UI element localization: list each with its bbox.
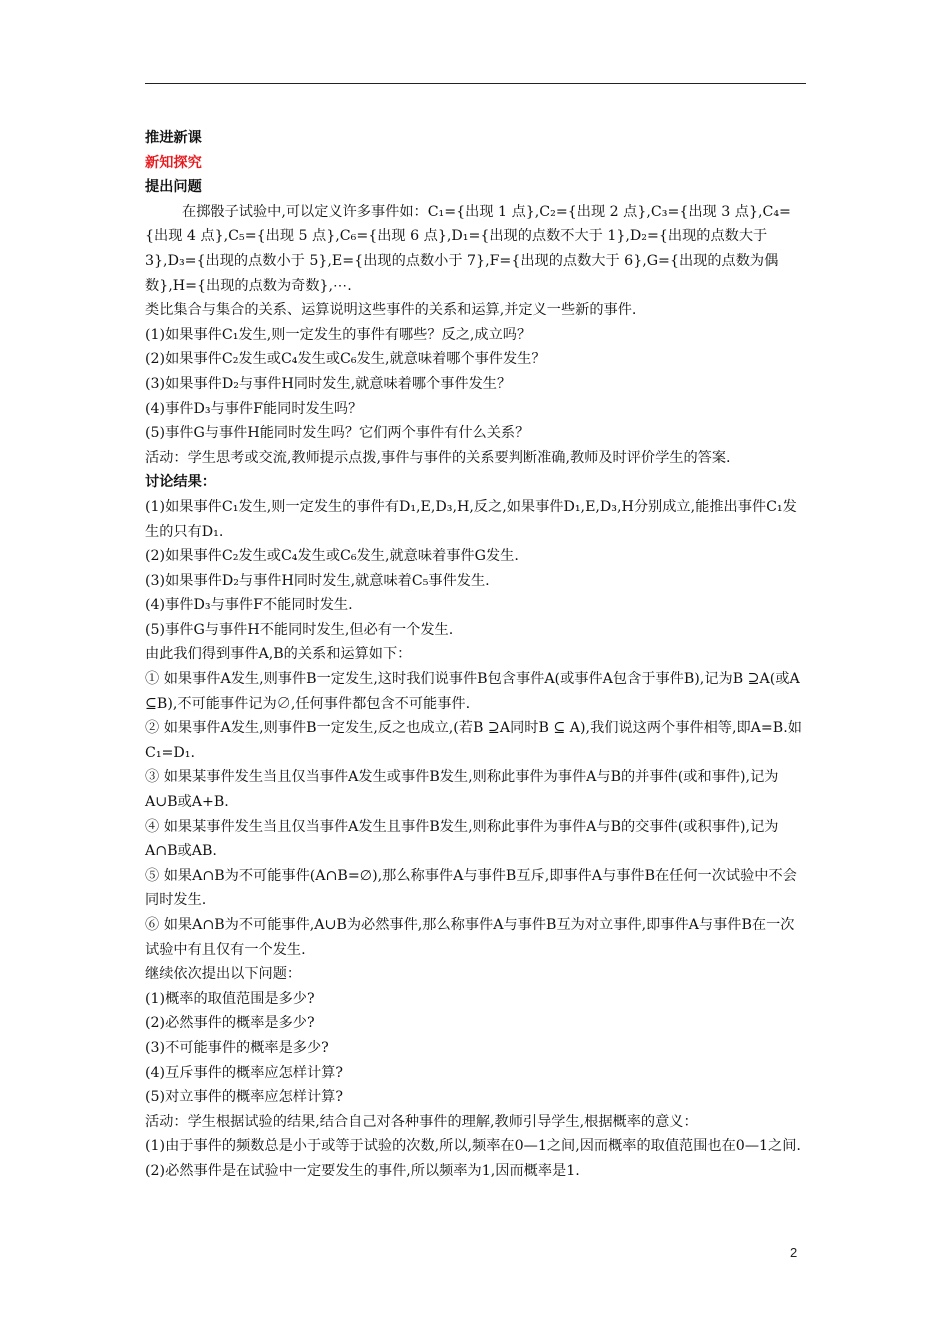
definition-item: ② 如果事件A发生,则事件B一定发生,反之也成立,(若B ⊇A同时B ⊆ A),我们说这两个事件相等,即A=B.如C₁=D₁.: [145, 720, 802, 761]
question-item: (5)事件G与事件H能同时发生吗？它们两个事件有什么关系？: [145, 425, 530, 442]
heading-discussion-results: 讨论结果：: [145, 474, 216, 491]
derive-paragraph: 由此我们得到事件A,B的关系和运算如下：: [145, 646, 412, 663]
question-item: (1)如果事件C₁发生,则一定发生的事件有哪些？反之,成立吗？: [145, 326, 532, 343]
result-item: (3)如果事件D₂与事件H同时发生,就意味着C₅事件发生.: [145, 572, 490, 589]
page-number: 2: [790, 1245, 798, 1260]
definition-item: ① 如果事件A发生,则事件B一定发生,这时我们说事件B包含事件A(或事件A包含于事件B),记为B ⊇A(或A ⊆B),不可能事件记为∅,任何事件都包含不可能事件.: [145, 671, 800, 712]
intro-paragraph: 在掷骰子试验中,可以定义许多事件如：C₁={出现 1 点},C₂={出现 2 点},C₃={出现 3 点},C₄={出现 4 点},C₅={出现 5 点},C₆={出现 6 点},D₁={出现的点数不大于 1},D₂={出现的点数大于 3},D₃={出现的点数小于 5},E={出现的点数小于 7},F={出现的点数大于 6},G={出现的点数为偶数},H={出现的点数为奇数},⋯.: [145, 203, 791, 294]
question2-item: (2)必然事件的概率是多少?: [145, 1015, 315, 1032]
result-item: (4)事件D₃与事件F不能同时发生.: [145, 597, 353, 614]
question2-item: (3)不可能事件的概率是多少?: [145, 1039, 329, 1056]
header-rule: [145, 83, 806, 84]
definition-item: ⑥ 如果A∩B为不可能事件,A∪B为必然事件,那么称事件A与事件B互为对立事件,即事件A与事件B在一次试验中有且仅有一个发生.: [145, 917, 795, 958]
result-item: (1)如果事件C₁发生,则一定发生的事件有D₁,E,D₃,H,反之,如果事件D₁,E,D₃,H分别成立,能推出事件C₁发生的只有D₁.: [145, 498, 797, 540]
question-item: (3)如果事件D₂与事件H同时发生,就意味着哪个事件发生？: [145, 375, 512, 392]
definition-item: ③ 如果某事件发生当且仅当事件A发生或事件B发生,则称此事件为事件A与B的并事件(或和事件),记为A∪B或A+B.: [145, 769, 779, 811]
heading-new-knowledge: 新知探究: [145, 154, 202, 171]
analogy-paragraph: 类比集合与集合的关系、运算说明这些事件的关系和运算,并定义一些新的事件.: [145, 302, 637, 319]
result-item: (2)如果事件C₂发生或C₄发生或C₆发生,就意味着事件G发生.: [145, 548, 519, 565]
answer-paragraph: (1)由于事件的频数总是小于或等于试验的次数,所以,频率在0—1之间,因而概率的取值范围也在0—1之间.(2)必然事件是在试验中一定要发生的事件,所以频率为1,因而概率是1.: [145, 1138, 801, 1179]
heading-new-lesson: 推进新课: [145, 130, 202, 146]
question-item: (2)如果事件C₂发生或C₄发生或C₆发生,就意味着哪个事件发生？: [145, 351, 546, 368]
definition-item: ⑤ 如果A∩B为不可能事件(A∩B=∅),那么称事件A与事件B互斥,即事件A与事件B在任何一次试验中不会同时发生.: [145, 867, 797, 909]
question2-item: (1)概率的取值范围是多少?: [145, 990, 315, 1007]
definition-item: ④ 如果某事件发生当且仅当事件A发生且事件B发生,则称此事件为事件A与B的交事件(或积事件),记为A∩B或AB.: [145, 818, 779, 860]
result-item: (5)事件G与事件H不能同时发生,但必有一个发生.: [145, 621, 454, 638]
question2-item: (4)互斥事件的概率应怎样计算?: [145, 1064, 343, 1081]
document-body: [145, 126, 807, 1184]
activity-paragraph: 活动：学生思考或交流,教师提示点拨,事件与事件的关系要判断准确,教师及时评价学生的答案.: [145, 449, 731, 466]
continue-paragraph: 继续依次提出以下问题：: [145, 966, 302, 983]
question-item: (4)事件D₃与事件F能同时发生吗？: [145, 400, 363, 417]
activity-paragraph-2: 活动：学生根据试验的结果,结合自己对各种事件的理解,教师引导学生,根据概率的意义：: [145, 1113, 698, 1130]
heading-pose-questions: 提出问题: [145, 179, 202, 196]
question2-item: (5)对立事件的概率应怎样计算?: [145, 1089, 343, 1106]
